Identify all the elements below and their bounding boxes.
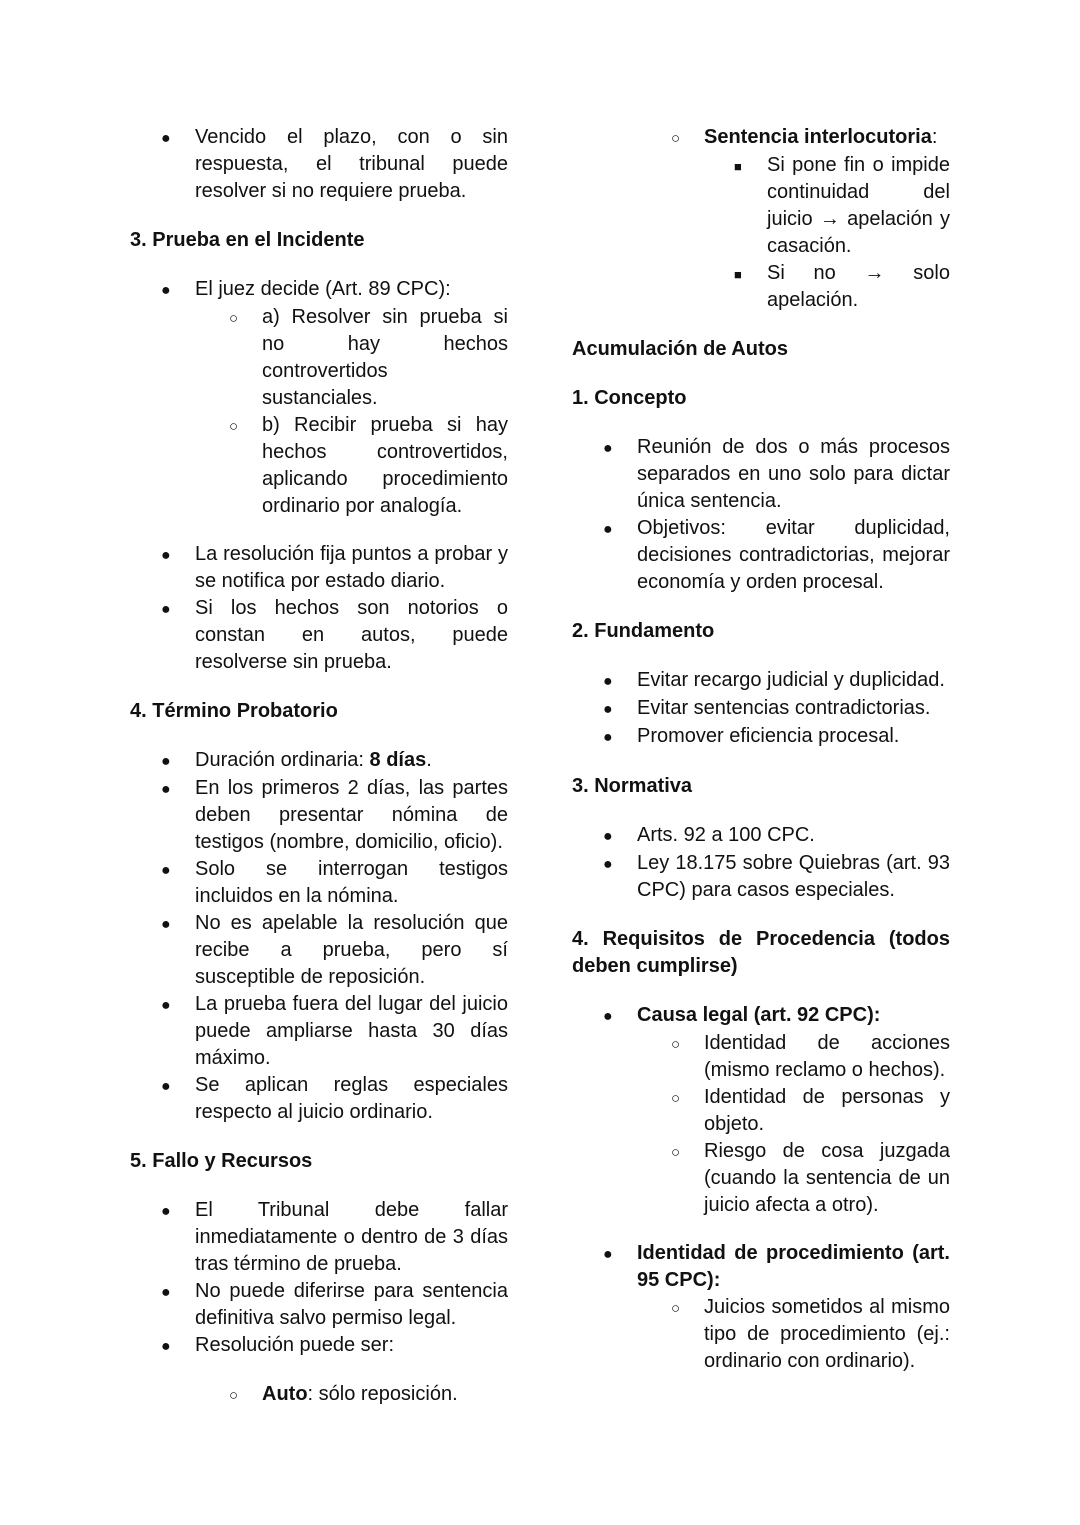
bullet-list <box>130 1197 508 1360</box>
disc-bullet-icon: ● <box>161 781 171 798</box>
bullet-list <box>572 1240 950 1375</box>
bullet-list <box>572 822 950 904</box>
list-item <box>130 1072 508 1126</box>
list-item <box>572 1138 950 1219</box>
list-item <box>130 910 508 991</box>
disc-bullet-icon: ● <box>161 601 171 618</box>
list-item-text: Auto: sólo reposición. <box>262 1383 458 1405</box>
list-item-text: Identidad de procedimiento (art. 95 CPC): <box>637 1242 950 1291</box>
list-item-text: Identidad de personas y objeto. <box>704 1086 950 1135</box>
list-item <box>572 695 950 723</box>
list-item-text: Evitar recargo judicial y duplicidad. <box>637 669 945 691</box>
circle-bullet-icon: ○ <box>671 1300 681 1317</box>
section-heading: 3. Prueba en el Incidente <box>130 229 365 251</box>
section-heading: 4. Término Probatorio <box>130 700 338 722</box>
disc-bullet-icon: ● <box>161 547 171 564</box>
list-item <box>572 723 950 751</box>
list-item-text: Causa legal (art. 92 CPC): <box>637 1004 881 1026</box>
list-item <box>572 822 950 850</box>
list-item-text: El Tribunal debe fallar inmediatamente o dentro de 3 días tras término de prueba. <box>195 1199 508 1275</box>
list-item <box>130 747 508 775</box>
list-item-text: Si los hechos son notorios o constan en autos, puede resolverse sin prueba. <box>195 597 508 673</box>
list-item-text: Ley 18.175 sobre Quiebras (art. 93 CPC) para casos especiales. <box>637 852 950 901</box>
circle-bullet-icon: ○ <box>671 1090 681 1107</box>
disc-bullet-icon: ● <box>161 282 171 299</box>
list-item-text: En los primeros 2 días, las partes deben presentar nómina de testigos (nombre, domicilio, oficio). <box>195 777 508 853</box>
list-item-text: Arts. 92 a 100 CPC. <box>637 824 815 846</box>
list-item-text: Reunión de dos o más procesos separados en uno solo para dictar única sentencia. <box>637 436 950 512</box>
disc-bullet-icon: ● <box>603 440 613 457</box>
bullet-list <box>572 434 950 596</box>
list-item <box>130 276 508 304</box>
disc-bullet-icon: ● <box>603 1008 613 1025</box>
list-item <box>130 304 508 412</box>
bullet-list <box>130 276 508 520</box>
disc-bullet-icon: ● <box>161 753 171 770</box>
disc-bullet-icon: ● <box>603 1246 613 1263</box>
disc-bullet-icon: ● <box>161 1338 171 1355</box>
list-item-text: No es apelable la resolución que recibe a prueba, pero sí susceptible de reposición. <box>195 912 508 988</box>
list-item-text: Se aplican reglas especiales respecto al juicio ordinario. <box>195 1074 508 1123</box>
disc-bullet-icon: ● <box>161 997 171 1014</box>
circle-bullet-icon: ○ <box>229 310 239 327</box>
section-heading: 5. Fallo y Recursos <box>130 1150 313 1172</box>
list-item <box>130 991 508 1072</box>
list-item <box>572 850 950 904</box>
disc-bullet-icon: ● <box>603 673 613 690</box>
list-item-text: Duración ordinaria: 8 días. <box>195 749 432 771</box>
paragraph-spacer <box>130 520 508 541</box>
list-item <box>130 412 508 520</box>
list-item <box>572 1030 950 1084</box>
disc-bullet-icon: ● <box>603 856 613 873</box>
list-item-text: Resolución puede ser: <box>195 1334 395 1356</box>
section-heading: 3. Normativa <box>572 775 693 797</box>
list-item <box>130 1381 508 1409</box>
disc-bullet-icon: ● <box>161 1284 171 1301</box>
list-item <box>130 856 508 910</box>
list-item <box>130 1332 508 1360</box>
list-item-text: Riesgo de cosa juzgada (cuando la sentencia de un juicio afecta a otro). <box>704 1140 950 1216</box>
circle-bullet-icon: ○ <box>229 418 239 435</box>
circle-bullet-icon: ○ <box>671 130 681 147</box>
bullet-list <box>130 747 508 1126</box>
square-bullet-icon: ■ <box>734 159 742 174</box>
list-item-text: Solo se interrogan testigos incluidos en la nómina. <box>195 858 508 907</box>
list-item-text: b) Recibir prueba si hay hechos controvertidos, aplicando procedimiento ordinario por analogía. <box>262 414 508 517</box>
disc-bullet-icon: ● <box>161 862 171 879</box>
circle-bullet-icon: ○ <box>671 1144 681 1161</box>
bullet-list <box>572 667 950 751</box>
section-heading: Acumulación de Autos <box>572 338 788 360</box>
bullet-list <box>572 1002 950 1219</box>
list-item <box>130 1278 508 1332</box>
paragraph-spacer <box>130 1360 508 1381</box>
list-item <box>572 515 950 596</box>
list-item <box>572 124 950 152</box>
list-item-text: Promover eficiencia procesal. <box>637 725 900 747</box>
list-item-text: Si pone fin o impide continuidad del juicio → apelación y casación. <box>767 154 950 257</box>
list-item-text: Sentencia interlocutoria: <box>704 126 938 148</box>
list-item <box>130 595 508 676</box>
paragraph-spacer <box>572 1219 950 1240</box>
section-heading: 1. Concepto <box>572 387 687 409</box>
list-item-text: Evitar sentencias contradictorias. <box>637 697 931 719</box>
list-item <box>130 775 508 856</box>
list-item-text: No puede diferirse para sentencia definitiva salvo permiso legal. <box>195 1280 508 1329</box>
list-item <box>130 541 508 595</box>
list-item <box>572 1240 950 1294</box>
list-item-text: Vencido el plazo, con o sin respuesta, el tribunal puede resolver si no requiere prueba. <box>195 126 508 202</box>
bullet-list <box>130 1381 508 1409</box>
column-right <box>572 124 950 1525</box>
list-item <box>572 667 950 695</box>
bullet-list <box>130 124 508 205</box>
list-item <box>572 434 950 515</box>
section-heading: 2. Fundamento <box>572 620 715 642</box>
list-item-text: La resolución fija puntos a probar y se notifica por estado diario. <box>195 543 508 592</box>
column-left <box>130 124 508 1525</box>
list-item-text: a) Resolver sin prueba si no hay hechos controvertidos sustanciales. <box>262 306 508 409</box>
list-item-text: Identidad de acciones (mismo reclamo o hechos). <box>704 1032 950 1081</box>
circle-bullet-icon: ○ <box>229 1387 239 1404</box>
list-item <box>572 1294 950 1375</box>
disc-bullet-icon: ● <box>603 701 613 718</box>
disc-bullet-icon: ● <box>603 521 613 538</box>
list-item-text: El juez decide (Art. 89 CPC): <box>195 278 451 300</box>
disc-bullet-icon: ● <box>161 130 171 147</box>
disc-bullet-icon: ● <box>161 1078 171 1095</box>
disc-bullet-icon: ● <box>603 828 613 845</box>
list-item-text: Objetivos: evitar duplicidad, decisiones contradictorias, mejorar economía y orden procesal. <box>637 517 950 593</box>
list-item <box>130 1197 508 1278</box>
list-item-text: Juicios sometidos al mismo tipo de procedimiento (ej.: ordinario con ordinario). <box>704 1296 950 1372</box>
disc-bullet-icon: ● <box>161 916 171 933</box>
list-item-text: Si no → solo apelación. <box>767 262 950 311</box>
list-item <box>572 1084 950 1138</box>
list-item <box>572 152 950 260</box>
list-item <box>572 1002 950 1030</box>
list-item <box>572 260 950 314</box>
disc-bullet-icon: ● <box>161 1203 171 1220</box>
list-item-text: La prueba fuera del lugar del juicio puede ampliarse hasta 30 días máximo. <box>195 993 508 1069</box>
bullet-list <box>572 124 950 314</box>
list-item <box>130 124 508 205</box>
section-heading: 4. Requisitos de Procedencia (todos deben cumplirse) <box>572 928 950 977</box>
bullet-list <box>130 541 508 676</box>
square-bullet-icon: ■ <box>734 267 742 282</box>
circle-bullet-icon: ○ <box>671 1036 681 1053</box>
disc-bullet-icon: ● <box>603 729 613 746</box>
